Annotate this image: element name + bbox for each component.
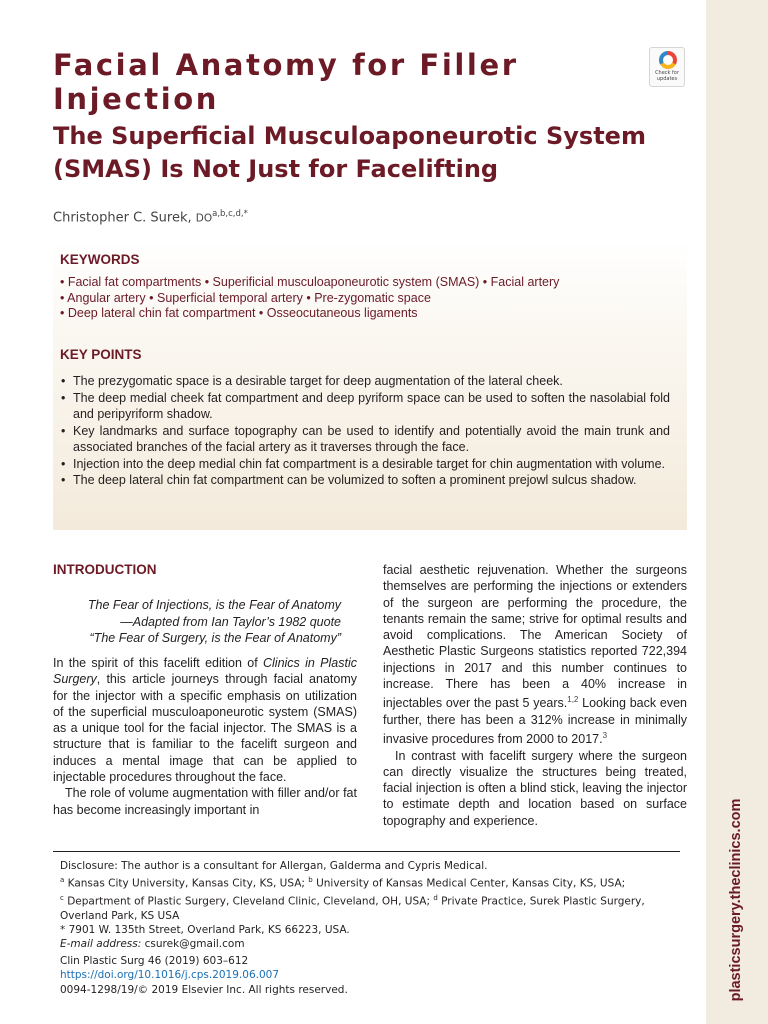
quote-line-3: “The Fear of Surgery, is the Fear of Anatomy” [89,631,341,645]
email-address[interactable]: csurek@gmail.com [141,938,245,951]
keywords-line-2: • Angular artery • Superficial temporal artery • Pre-zygomatic space [60,290,431,305]
email-note [60,937,690,951]
footnotes [60,859,690,952]
footnote-divider [53,851,680,852]
keywords-line-3: • Deep lateral chin fat compartment • Osseocutaneous ligaments [60,306,418,320]
badge-text-2: updates [656,76,678,82]
reference-marker[interactable]: 1,2 [567,695,579,705]
intro-paragraph-4: In contrast with facelift surgery where the surgeon can directly visualize the structures being treated, facial injection is often a blind stick, leaving the injector to estimate depth and location based on surface topography and experience. [383,748,687,828]
intro-paragraph-2: The role of volume augmentation with filler and/or fat has become increasingly important in [53,786,357,817]
introduction-heading: INTRODUCTION [53,562,157,577]
author-affiliations: a,b,c,d,* [212,209,248,219]
key-point-item: • Injection into the deep medial chin fat compartment is a desirable target for chin augmentation with volume. [60,456,670,473]
correspondence-address: * 7901 W. 135th Street, Overland Park, KS 66223, USA. [60,924,350,937]
check-for-updates-badge[interactable] [649,47,685,87]
article-title: Facial Anatomy for Filler Injection [53,48,519,116]
affiliation-note-ab: $^a$ Kansas City University, Kansas City, KS, USA; $^b$ University of Kansas Medical Center, Kansas City, KS, USA; [60,876,626,890]
keywords-heading: KEYWORDS [60,252,140,267]
intro-paragraph-3: facial aesthetic rejuvenation. Whether the surgeons themselves are performing the injections or extenders of the surgeon are performing the procedure, the tenants remain the same; strive for optimal results and avoid complications. The American Society of Aesthetic Plastic Surgeons statistics reported 722,394 injections in 2017 and this number continues to increase. There has been a 40% increase in injectables over the past 5 years.$^{1,2}$ Looking back even further, there has been a 312% increase in minimally invasive procedures from 2000 to 2017.$^3$ [383,563,687,747]
body-column-left [53,655,357,818]
keywords-line-1: • Facial fat compartments • Superificial musculoaponeurotic system (SMAS) • Facial artery [60,275,560,289]
copyright-line: 0094-1298/19/© 2019 Elsevier Inc. All rights reserved. [60,983,348,996]
affiliation-note-cd: $^c$ Department of Plastic Surgery, Cleveland Clinic, Cleveland, OH, USA; $^d$ Private Practice, Surek Plastic Surgery, Overland Park, KS USA [60,894,645,922]
journal-url[interactable]: plasticsurgery.theclinics.com [728,798,744,1002]
quote-line-2: —Adapted from Ian Taylor’s 1982 quote [120,614,341,629]
key-points-heading: KEY POINTS [60,347,142,362]
journal-name: Clinics in Plastic Surgery [53,656,357,687]
author-line [53,209,248,225]
key-point-item: • The prezygomatic space is a desirable target for deep augmentation of the lateral cheek. [60,373,670,390]
citation-block [60,954,348,997]
quote-line-1: The Fear of Injections, is the Fear of Anatomy [87,598,341,612]
key-points-list [60,373,670,489]
author-degree: DO [195,212,213,225]
intro-paragraph-1: In the spirit of this facelift edition of Clinics in Plastic Surgery, this article journeys through facial anatomy for the injector with a specific emphasis on utilization of the superficial musculoaponeurotic system (SMAS) as a unique tool for the facial injector. The SMAS is a structure that is familiar to the facelift surgeon and induces a mental image that can be applied to injectable procedures throughout the face. [53,656,357,785]
article-subtitle: The Superficial Musculoaponeurotic System (SMAS) Is Not Just for Facelifting [53,122,646,183]
badge-text-1: Check for [655,70,679,76]
body-column-right [383,562,687,829]
author-name: Christopher C. Surek, [53,210,192,226]
key-point-item: • The deep medial cheek fat compartment and deep pyriform space can be used to soften the nasolabial fold and peripyriform shadow. [60,390,670,423]
email-label: E-mail address: [60,938,142,951]
key-point-item: • The deep lateral chin fat compartment can be volumized to soften a prominent prejowl sulcus shadow. [60,472,670,489]
key-point-item: • Key landmarks and surface topography can be used to identify and potentially avoid the main trunk and associated branches of the facial artery as it traverses through the face. [60,423,670,456]
reference-marker[interactable]: 3 [602,731,608,741]
journal-citation: Clin Plastic Surg 46 (2019) 603–612 [60,955,249,967]
doi-link[interactable]: https://doi.org/10.1016/j.cps.2019.06.007 [60,969,279,982]
epigraph-quote [53,597,341,647]
disclosure-note: Disclosure: The author is a consultant for Allergan, Galderma and Cypris Medical. [60,860,488,872]
